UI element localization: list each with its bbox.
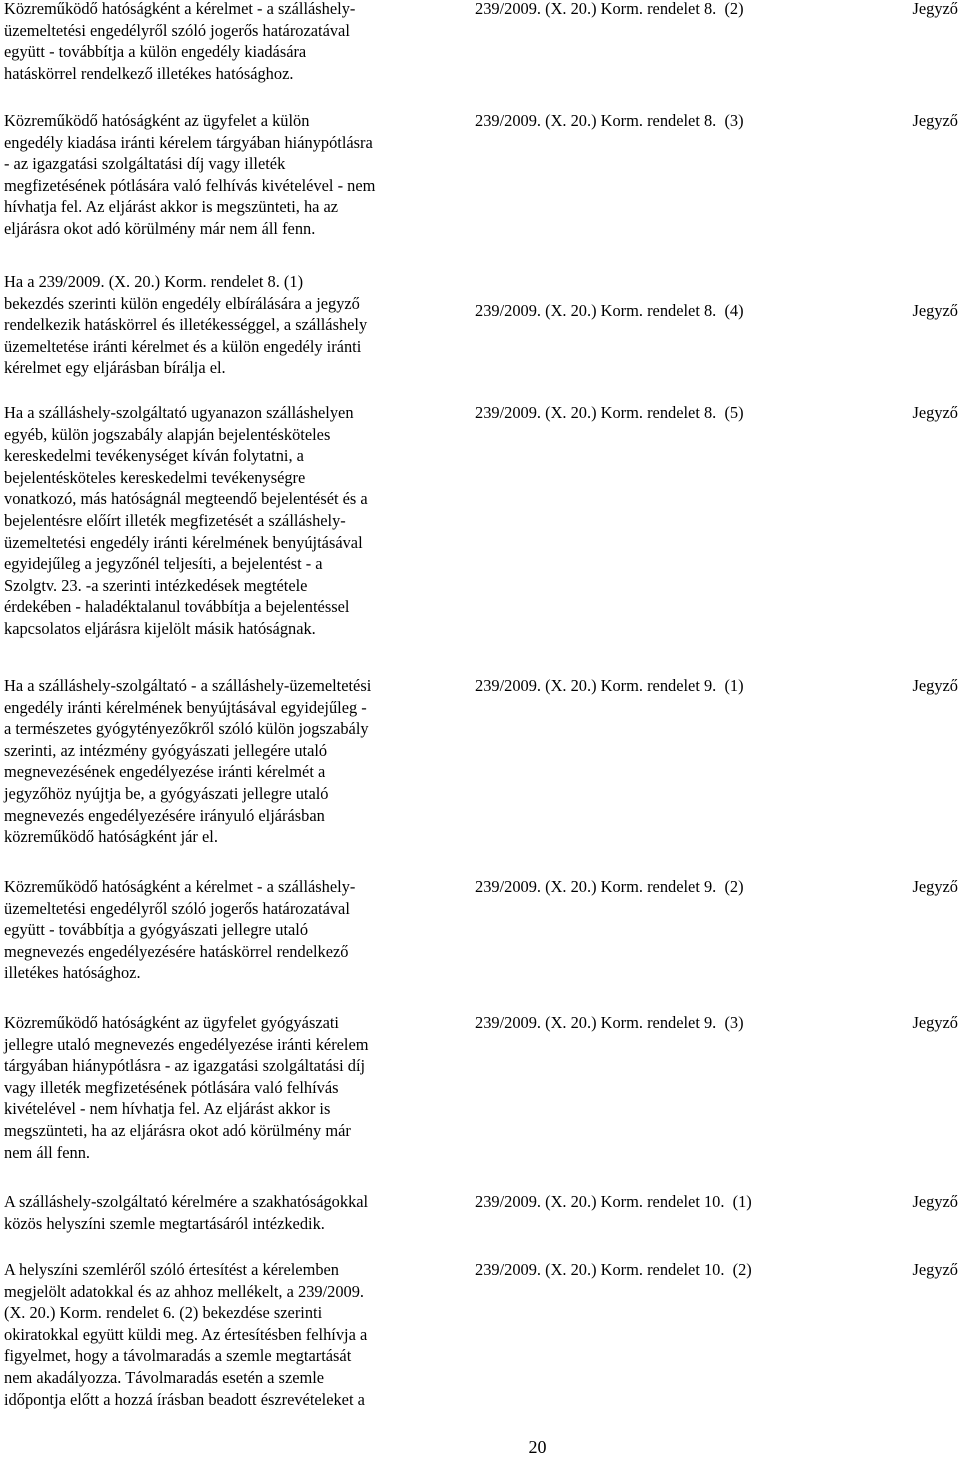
row-legal-reference: 239/2009. (X. 20.) Korm. rendelet 9. (1) — [475, 676, 744, 695]
row-description: Ha a szálláshely-szolgáltató - a szálláshely-üzemeltetési engedély iránti kérelmének benyújtásával egyidejűleg - a természetes gyógytényezőkről szóló külön jogszabály szerinti, az intézmény gyógyászati jellegére utaló megnevezésének engedélyezése iránti kérelmét a jegyzőhöz nyújtja be, a gyógyászati jellegre utaló megnevezés engedélyezésére irányuló eljárásban közreműködő hatóságként jár el. — [4, 676, 372, 847]
row-legal-reference: 239/2009. (X. 20.) Korm. rendelet 9. (3) — [475, 1013, 744, 1032]
row-legal-reference: 239/2009. (X. 20.) Korm. rendelet 8. (5) — [475, 403, 744, 422]
row-legal-reference: 239/2009. (X. 20.) Korm. rendelet 8. (2) — [475, 0, 744, 18]
row-legal-reference: 239/2009. (X. 20.) Korm. rendelet 9. (2) — [475, 877, 744, 896]
row-legal-reference: 239/2009. (X. 20.) Korm. rendelet 10. (1) — [475, 1192, 752, 1211]
row-authority: Jegyző — [912, 1013, 958, 1032]
row-authority: Jegyző — [912, 877, 958, 896]
row-authority: Jegyző — [912, 301, 958, 320]
row-authority: Jegyző — [912, 0, 958, 18]
row-description: Ha a szálláshely-szolgáltató ugyanazon szálláshelyen egyéb, külön jogszabály alapján bejelentésköteles kereskedelmi tevékenységet kíván folytatni, a bejelentésköteles kereskedelmi tevékenységre vonatkozó, más hatóságnál megteendő bejelentését és a bejelentésre előírt illeték megfizetését a szálláshely- üzemeltetési engedély iránti kérelmének benyújtásával egyidejűleg a jegyzőnél teljesíti, a bejelentést - a Szolgtv. 23. -a szerinti intézkedések megtétele érdekében - haladéktalanul továbbítja a bejelentéssel kapcsolatos eljárásra kijelölt másik hatóságnak. — [4, 403, 368, 638]
row-description: Közreműködő hatóságként az ügyfelet gyógyászati jellegre utaló megnevezés engedélyezése iránti kérelem tárgyában hiánypótlásra - az igazgatási szolgáltatási díj vagy illeték megfizetésének pótlására való felhívás kivételével - nem hívhatja fel. Az eljárást akkor is megszünteti, ha az eljárásra okot adó körülmény már nem áll fenn. — [4, 1013, 369, 1162]
row-description: Közreműködő hatóságként a kérelmet - a szálláshely- üzemeltetési engedélyről szóló jogerős határozatával együtt - továbbítja a külön engedély kiadására hatáskörrel rendelkező illetékes hatósághoz. — [4, 0, 356, 83]
row-legal-reference: 239/2009. (X. 20.) Korm. rendelet 10. (2) — [475, 1260, 752, 1279]
row-authority: Jegyző — [912, 676, 958, 695]
row-authority: Jegyző — [912, 111, 958, 130]
page-number: 20 — [528, 1437, 547, 1457]
row-description: Közreműködő hatóságként az ügyfelet a külön engedély kiadása iránti kérelem tárgyában hiánypótlásra - az igazgatási szolgáltatási díj vagy illeték megfizetésének pótlására való felhívás kivételével - nem hívhatja fel. Az eljárást akkor is megszünteti, ha az eljárásra okot adó körülmény már nem áll fenn. — [4, 111, 376, 238]
row-description: A helyszíni szemléről szóló értesítést a kérelemben megjelölt adatokkal és az ahhoz mellékelt, a 239/2009. (X. 20.) Korm. rendelet 6. (2) bekezdése szerinti okiratokkal együtt küldi meg. Az értesítésben felhívja a figyelmet, hogy a távolmaradás a szemle megtartását nem akadályozza. Távolmaradás esetén a szemle időpontja előtt a hozzá írásban beadott észrevételeket a — [4, 1260, 368, 1409]
row-description: Ha a 239/2009. (X. 20.) Korm. rendelet 8. (1) bekezdés szerinti külön engedély elbírálására a jegyző rendelkezik hatáskörrel és illetékességgel, a szálláshely üzemeltetése iránti kérelmet és a külön engedély iránti kérelmet egy eljárásban bírálja el. — [4, 272, 368, 378]
row-description: A szálláshely-szolgáltató kérelmére a szakhatóságokkal közös helyszíni szemle megtartásáról intézkedik. — [4, 1192, 369, 1233]
row-authority: Jegyző — [912, 1260, 958, 1279]
row-authority: Jegyző — [912, 403, 958, 422]
row-legal-reference: 239/2009. (X. 20.) Korm. rendelet 8. (3) — [475, 111, 744, 130]
row-legal-reference: 239/2009. (X. 20.) Korm. rendelet 8. (4) — [475, 301, 744, 320]
row-description: Közreműködő hatóságként a kérelmet - a szálláshely- üzemeltetési engedélyről szóló jogerős határozatával együtt - továbbítja a gyógyászati jellegre utaló megnevezés engedélyezésére hatáskörrel rendelkező illetékes hatósághoz. — [4, 877, 356, 983]
row-authority: Jegyző — [912, 1192, 958, 1211]
